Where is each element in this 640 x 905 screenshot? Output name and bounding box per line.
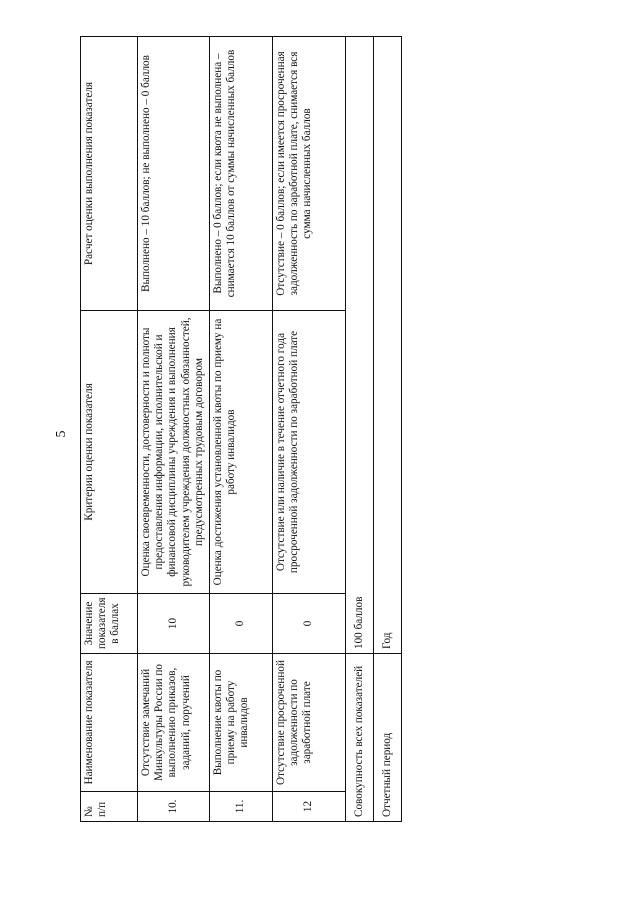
total-value: 100 баллов [346, 37, 374, 654]
row-criteria: Отсутствие или наличие в течение отчетного года просроченной задолженности по заработной плате [273, 311, 346, 594]
total-row [346, 37, 374, 822]
header-num: № п/п [81, 792, 138, 822]
row-num: 12 [273, 792, 346, 822]
indicators-table [80, 36, 402, 822]
row-num: 10. [138, 792, 210, 822]
rotated-table-container [80, 37, 400, 822]
row-criteria: Оценка своевременности, достоверности и полноты предоставления информации, исполнительской и финансовой дисциплины учреждения и выполнения руководителем учреждения должностных обязанностей, предусмотренных трудовым договором [138, 311, 210, 594]
row-value: 0 [210, 594, 273, 654]
table-row [138, 37, 210, 822]
row-value: 10 [138, 594, 210, 654]
total-label: Совокупность всех показателей [346, 654, 374, 822]
table-row [210, 37, 273, 822]
header-criteria: Критерии оценки показателя [81, 311, 138, 594]
period-row [374, 37, 402, 822]
row-value: 0 [273, 594, 346, 654]
period-value: Год [374, 37, 402, 654]
header-calc: Расчет оценки выполнения показателя [81, 37, 138, 311]
row-name: Выполнение квоты по приему на работу инвалидов [210, 654, 273, 792]
period-label: Отчетный период [374, 654, 402, 822]
header-name: Наименование показателя [81, 654, 138, 792]
row-calc: Выполнено – 0 баллов; если квота не выполнена – снимается 10 баллов от суммы начисленных баллов [210, 37, 273, 311]
row-calc: Выполнено – 10 баллов; не выполнено – 0 баллов [138, 37, 210, 311]
header-value: Значение показателя в баллах [81, 594, 138, 654]
row-name: Отсутствие просроченной задолженности по заработной плате [273, 654, 346, 792]
table-header-row [81, 37, 138, 822]
row-criteria: Оценка достижения установленной квоты по приему на работу инвалидов [210, 311, 273, 594]
row-num: 11. [210, 792, 273, 822]
page-number: 5 [54, 430, 69, 438]
table-row [273, 37, 346, 822]
row-name: Отсутствие замечаний Минкультуры России по выполнению приказов, заданий, поручений [138, 654, 210, 792]
row-calc: Отсутствие – 0 баллов; если имеется просроченная задолженность по заработной плате, снимается вся сумма начисленных баллов [273, 37, 346, 311]
